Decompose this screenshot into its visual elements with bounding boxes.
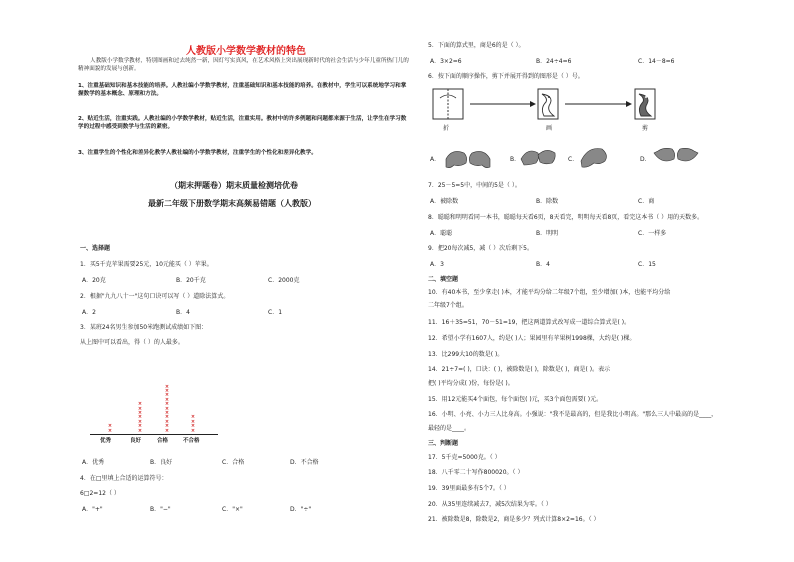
q9-option-a: A．3 xyxy=(430,261,444,268)
q1-option-b: B．20千克 xyxy=(176,277,206,284)
tally-mark: × xyxy=(190,414,196,421)
dolphin-pair-d-icon xyxy=(650,143,702,171)
dolphin-pair-b-icon xyxy=(518,143,558,171)
section-3-heading: 三、判断题 xyxy=(428,440,459,447)
tally-mark: × xyxy=(137,405,143,412)
tally-mark: × xyxy=(190,427,196,434)
tally-mark: × xyxy=(164,414,170,421)
tally-category-label: 合格 xyxy=(157,438,169,444)
exam-title-2: 最新二年级下册数学期末高频易错题（人教版） xyxy=(148,199,316,208)
point-2: 2、贴近生活，注重实践。人教社编的小学数学教材，贴近生活，注重实用。教材中的许多例题和问题都来源于生活，让学生在学习数学的过程中感受到数学与生活的紧密。 xyxy=(78,116,407,130)
q2-option-a: A．2 xyxy=(82,309,96,316)
tally-mark: × xyxy=(137,427,143,434)
dolphin-pair-a-icon xyxy=(442,145,494,173)
tally-mark: × xyxy=(107,423,113,430)
tally-mark: × xyxy=(164,405,170,412)
q6-option-d: D． xyxy=(640,156,651,163)
q6-step-cut: 剪 xyxy=(642,125,649,132)
draw-step-paper xyxy=(538,89,558,119)
q4-option-d: D．"÷" xyxy=(290,506,312,513)
q21-text: 21．被除数是8，除数是2，商是多少？列式计算8×2=16。（ ） xyxy=(428,516,600,523)
tally-column-0 xyxy=(106,424,114,433)
q6-step-fold: 折 xyxy=(443,125,450,132)
q7-text: 7．25－5=5中，中间的5是（ ）。 xyxy=(428,182,521,189)
q6-step-draw: 画 xyxy=(546,125,553,132)
q7-option-c: C．商 xyxy=(638,198,655,205)
q9-option-b: B．4 xyxy=(536,261,550,268)
q16-text-line1: 16．小明、小亮、小力三人比身高。小强说："我不是最高的，但是我比小明高。"那么三人中最高的是____， xyxy=(428,411,718,418)
q12-text: 12．希望小学有1607人，约是( )人；果园里有苹果树1998棵，大约是( )棵。 xyxy=(428,335,636,342)
q3-text: 3．某班24名男生参加50米跑测试成绩如下图： xyxy=(80,324,208,331)
tally-mark: × xyxy=(137,401,143,408)
tally-category-label: 良好 xyxy=(130,438,142,444)
dolphin-single-c-icon xyxy=(578,143,612,171)
q20-text: 20．从35里连续减去7，减5次结果为零。（ ） xyxy=(428,501,552,508)
tally-column-3 xyxy=(189,415,197,433)
q15-text: 15．用12元能买4个面包，每个面包( )元，买3个面包需要( )元。 xyxy=(428,396,603,403)
tally-category-label: 优秀 xyxy=(100,438,112,444)
q6-text: 6．按下面的顺序操作，剪下并展开得到的图形是（ ）号。 xyxy=(428,73,584,80)
q3-subtext: 从上图中可以看出，得（ ）的人最多。 xyxy=(80,339,184,346)
exam-title-1: （期末押题卷）期末质量检测培优卷 xyxy=(170,181,298,190)
q10-text-line1: 10．有40本书，至少拿走( )本，才能平均分给二年级7个组，至少增加( )本，也能平均分给 xyxy=(428,289,671,296)
q9-option-c: C．15 xyxy=(638,261,656,268)
tally-mark: × xyxy=(137,423,143,430)
q3-option-d: D．不合格 xyxy=(290,459,319,466)
q4-option-a: A．"+" xyxy=(82,506,103,513)
q4-text: 4．在□里填上合适的运算符号： xyxy=(80,475,168,482)
q1-option-c: C．2000克 xyxy=(268,277,300,284)
tally-mark: × xyxy=(164,392,170,399)
q5-text: 5．下面的算式里，商是6的是（ ）。 xyxy=(428,42,525,49)
q2-option-c: C．1 xyxy=(268,309,283,316)
point-1: 1、注重基础知识和基本技能的培养。人教社编小学数学教材，注重基础知识和基本技能的培养。在教材中，学生可以系统地学习和掌握数学的基本概念、原理和方法。 xyxy=(78,83,407,97)
q2-option-b: B．4 xyxy=(176,309,190,316)
q14-text-line1: 14．21÷7=( )，口诀：( )，被除数是( )，除数是( )，商是( )。表示 xyxy=(428,366,611,373)
q6-option-a: A． xyxy=(430,156,441,163)
q4-option-c: C．"×" xyxy=(222,506,243,513)
q14-text-line2: 把( )平均分成( )份，每份是( )。 xyxy=(428,380,514,387)
section-2-heading: 二、填空题 xyxy=(428,276,459,283)
tally-category-label: 不合格 xyxy=(183,438,200,444)
q8-option-c: C．一样多 xyxy=(638,230,667,237)
q17-text: 17．5千克=5000克。（ ） xyxy=(428,454,501,461)
tally-mark: × xyxy=(190,418,196,425)
q16-text-line2: 最轻的是____。 xyxy=(428,425,471,432)
q1-option-a: A．20克 xyxy=(82,277,106,284)
tally-mark: × xyxy=(190,423,196,430)
q11-text: 11．16＋35=51，70－51=19，把这两道算式改写成一道综合算式是( )。 xyxy=(428,319,631,326)
tally-mark: × xyxy=(137,418,143,425)
q6-option-b: B． xyxy=(510,156,521,163)
q7-option-a: A．被除数 xyxy=(430,198,459,205)
tally-mark: × xyxy=(137,414,143,421)
tally-mark: × xyxy=(164,388,170,394)
q10-text-line2: 二年级7个组。 xyxy=(428,302,468,309)
q3-option-a: A．优秀 xyxy=(82,459,105,466)
header-title: 人教版小学数学教材的特色 xyxy=(186,46,306,57)
q4-expression: 6□2=12（ ） xyxy=(80,490,120,497)
q13-text: 13．比299大10的数是( )。 xyxy=(428,351,504,358)
point-3: 3、注重学生的个性化和差异化教学人教社编的小学数学教材，注重学生的个性化和差异化教学。 xyxy=(78,150,317,156)
tally-mark: × xyxy=(164,401,170,408)
section-1-heading: 一、选择题 xyxy=(80,245,111,252)
q18-text: 18．八千零二十写作800020。（ ） xyxy=(428,469,524,476)
q3-option-b: B．良好 xyxy=(150,459,173,466)
q4-option-b: B．"−" xyxy=(150,506,171,513)
q5-option-c: C．14－8=6 xyxy=(638,58,675,65)
tally-mark: × xyxy=(164,396,170,403)
cut-step-paper xyxy=(635,89,655,119)
q8-text: 8．聪聪和明明看同一本书，聪聪每天看6页，8天看完，明明每天看8页，看完这本书（ ）用的天数多。 xyxy=(428,214,704,221)
q5-option-b: B．24÷4=6 xyxy=(536,58,572,65)
q1-text: 1．买5千克苹果需要25元，10元能买（ ）苹果。 xyxy=(80,261,213,268)
tally-column-2 xyxy=(163,385,171,433)
q8-option-b: B．明明 xyxy=(536,230,559,237)
q2-text: 2．根据"九九八十一"这句口诀可以写（ ）道除法算式。 xyxy=(80,293,230,300)
q7-option-b: B．除数 xyxy=(536,198,559,205)
tally-mark: × xyxy=(164,383,170,390)
intro-paragraph: 人教版小学数学教材，特别图画和过去纯然一新，因灯写实真风，在艺术风格上突出展现新时代的社会生活与少年儿童所热门儿的精神面貌的发展与创新。 xyxy=(78,58,409,72)
tally-mark: × xyxy=(164,427,170,434)
tally-mark: × xyxy=(137,410,143,416)
tally-mark: × xyxy=(164,418,170,425)
fold-step-paper xyxy=(433,89,463,119)
tally-column-1 xyxy=(136,402,144,433)
tally-chart xyxy=(90,350,220,450)
q9-text: 9．把20每次减5，减（ ）次后剩下5。 xyxy=(428,245,533,252)
tally-mark: × xyxy=(164,423,170,430)
q6-option-c: C． xyxy=(568,156,579,163)
q3-option-c: C．合格 xyxy=(222,459,245,466)
chart-baseline xyxy=(90,434,218,435)
q19-text: 19．39里面最多有5个7。（ ） xyxy=(428,485,510,492)
q8-option-a: A．聪聪 xyxy=(430,230,453,237)
q5-option-a: A．3×2=6 xyxy=(430,58,462,65)
tally-mark: × xyxy=(107,427,113,434)
tally-mark: × xyxy=(164,410,170,417)
